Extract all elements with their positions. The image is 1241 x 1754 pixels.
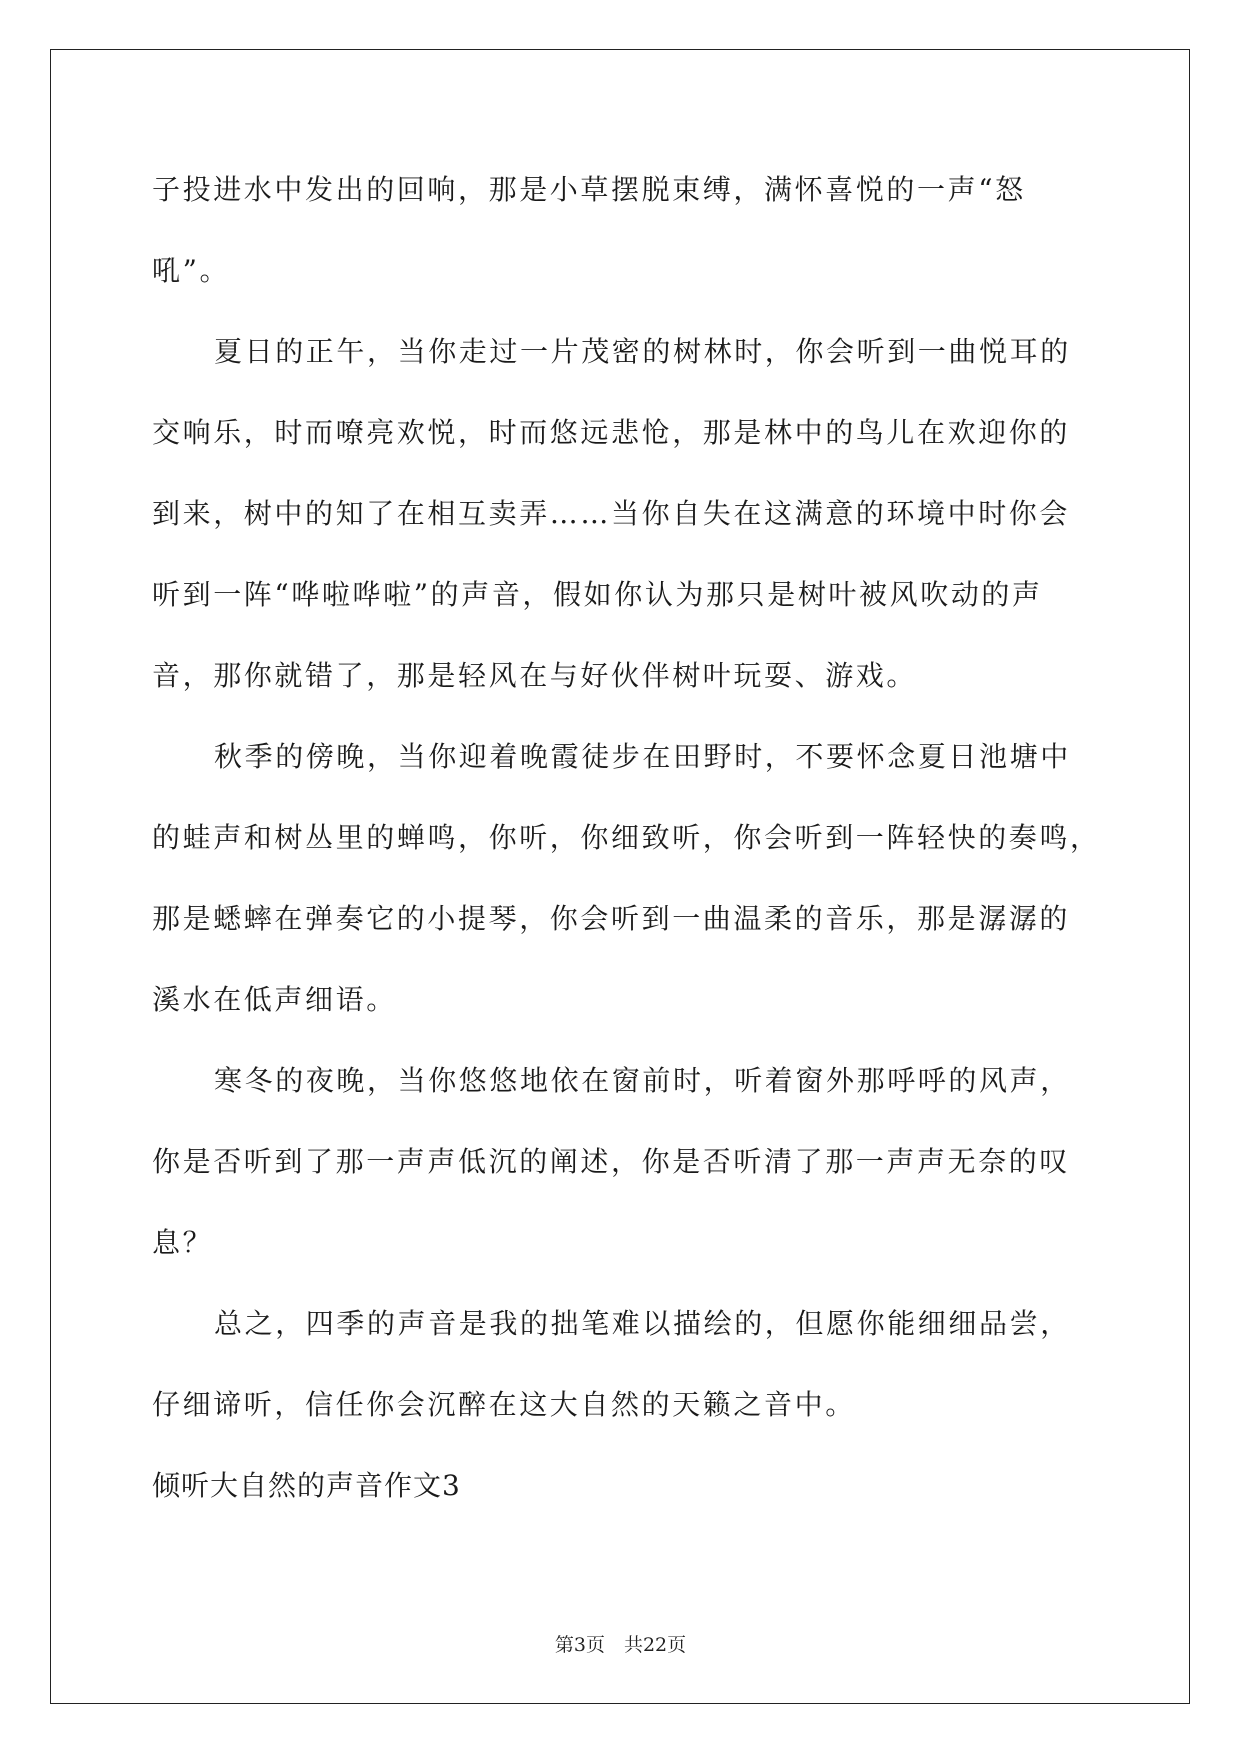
text-line: 息？ [152,1226,214,1259]
section-heading: 倾听大自然的声音作文3 [152,1469,461,1502]
text-line: 你是否听到了那一声声低沉的阐述，你是否听清了那一声声无奈的叹 [152,1145,1071,1178]
text-line: 子投进水中发出的回响，那是小草摆脱束缚，满怀喜悦的一声“怒 [152,173,1026,206]
text-line: 仔细谛听，信任你会沉醉在这大自然的天籁之音中。 [152,1388,856,1421]
text-line: 那是蟋蟀在弹奏它的小提琴，你会听到一曲温柔的音乐，那是潺潺的 [152,902,1071,935]
paragraph-start-line: 秋季的傍晚，当你迎着晚霞徒步在田野时，不要怀念夏日池塘中 [214,740,1071,773]
text-line: 交响乐，时而嘹亮欢悦，时而悠远悲怆，那是林中的鸟儿在欢迎你的 [152,416,1071,449]
document-body [152,160,1101,1516]
text-line: 吼”。 [152,254,231,287]
text-line: 音，那你就错了，那是轻风在与好伙伴树叶玩耍、游戏。 [152,659,918,692]
paragraph-start-line: 总之，四季的声音是我的拙笔难以描绘的，但愿你能细细品尝， [214,1307,1071,1340]
paragraph-start-line: 寒冬的夜晚，当你悠悠地依在窗前时，听着窗外那呼呼的风声， [214,1064,1071,1097]
page-number-footer: 第3页 共22页 [554,1634,687,1656]
text-line: 到来，树中的知了在相互卖弄……当你自失在这满意的环境中时你会 [152,497,1071,530]
text-line: 溪水在低声细语。 [152,983,397,1016]
paragraph-start-line: 夏日的正午，当你走过一片茂密的树林时，你会听到一曲悦耳的 [214,335,1071,368]
text-line: 的蛙声和树丛里的蝉鸣，你听，你细致听，你会听到一阵轻快的奏鸣， [152,821,1101,854]
text-line: 听到一阵“哗啦哗啦”的声音，假如你认为那只是树叶被风吹动的声 [152,578,1043,611]
